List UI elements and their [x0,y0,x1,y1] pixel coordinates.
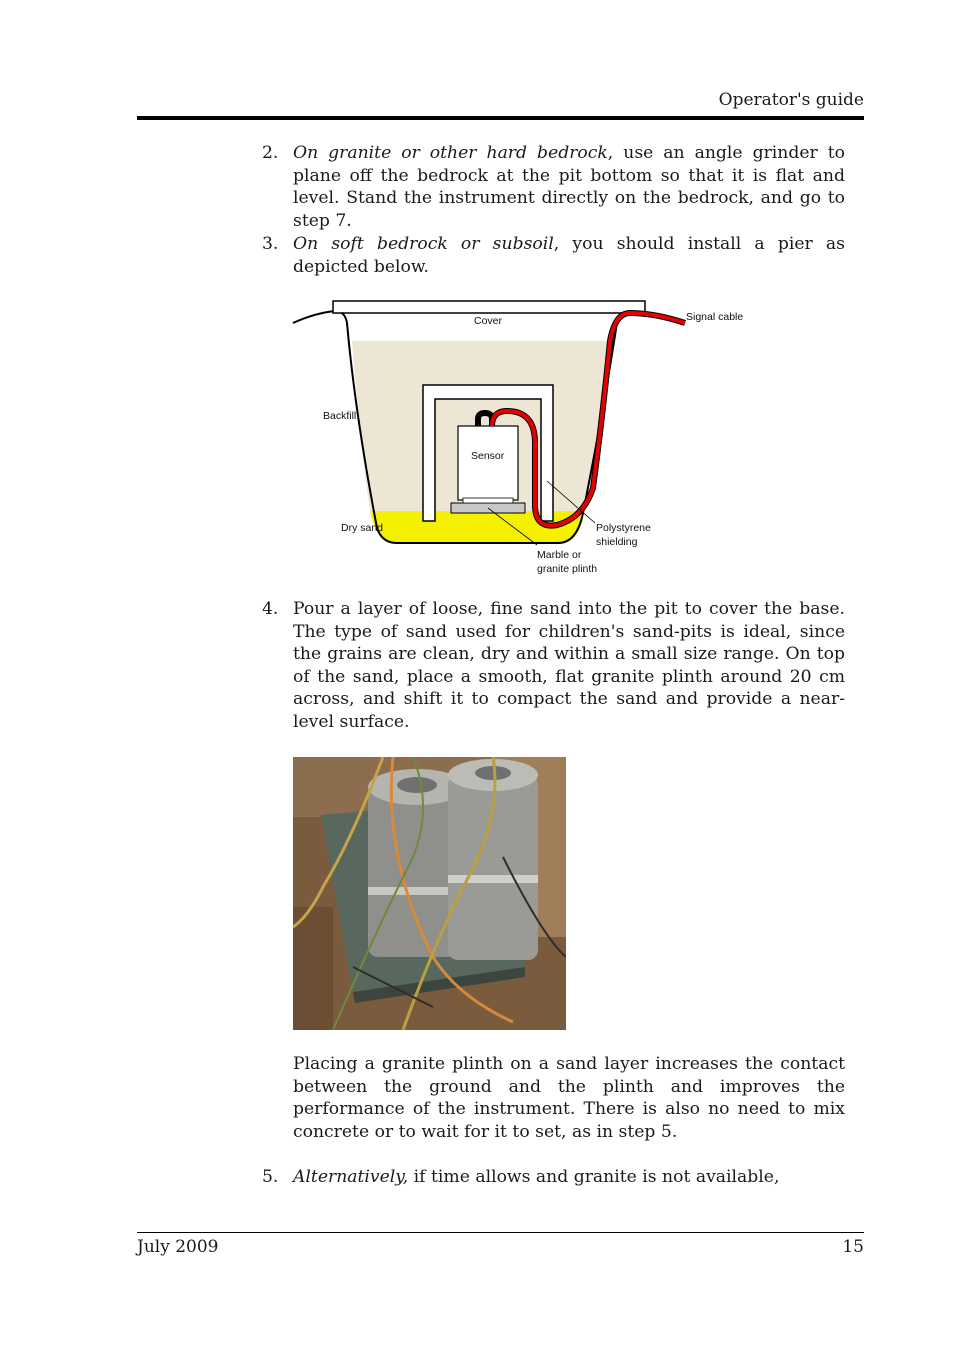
step-text: Pour a layer of loose, fine sand into the pit to cover the base. The type of sand used for children's sand-pits is ideal, since the grains are clean, dry and within a small size range. On top of the sand, place a smooth, flat granite plinth around 20 cm across, and shift it to compact the sand and provide a near-level surface. [293,599,845,732]
sensor-photo [293,757,566,1030]
header-rule [137,116,864,120]
step-text: , you should install a pier as depicted below. [293,234,845,277]
step-3 [262,233,845,278]
pier-diagram [285,293,765,583]
step-number: 2. [262,143,279,163]
note-paragraph: Placing a granite plinth on a sand layer increases the contact between the ground and the plinth and improves the performance of the instrument. There is also no need to mix concrete or to wait for it to set, as in step 5. [293,1054,845,1142]
label-polystyrene: Polystyrene [596,522,651,534]
label-plinth-2: granite plinth [537,563,598,575]
footer-date: July 2009 [137,1237,219,1257]
page-number: 15 [842,1237,864,1257]
label-plinth-1: Marble or [537,549,582,561]
label-shielding: shielding [596,536,638,548]
label-dry-sand: Dry sand [341,522,384,534]
step-number: 4. [262,599,279,619]
running-header: Operator's guide [718,90,864,110]
step-text: if time allows and granite is not available, [408,1167,780,1187]
step-lead: On soft bedrock or subsoil [293,234,554,254]
step-lead: On granite or other hard bedrock [293,143,608,163]
label-signal-cable: Signal cable [686,311,744,323]
step-4 [262,598,845,734]
footer-rule [137,1232,864,1233]
seismometer-right [448,759,538,960]
step-lead: Alternatively, [293,1167,409,1187]
label-cover: Cover [474,315,503,327]
label-backfill: Backfill [323,410,357,422]
step-2 [262,142,845,232]
step-text: , use an angle grinder to plane off the bedrock at the pit bottom so that it is flat and level. Stand the instrument directly on the bedrock, and go to step 7. [293,143,845,231]
label-sensor: Sensor [471,450,505,462]
step-number: 3. [262,234,279,254]
cover [333,301,645,313]
sensor [458,426,518,500]
step-5 [262,1166,845,1189]
step-number: 5. [262,1167,279,1187]
